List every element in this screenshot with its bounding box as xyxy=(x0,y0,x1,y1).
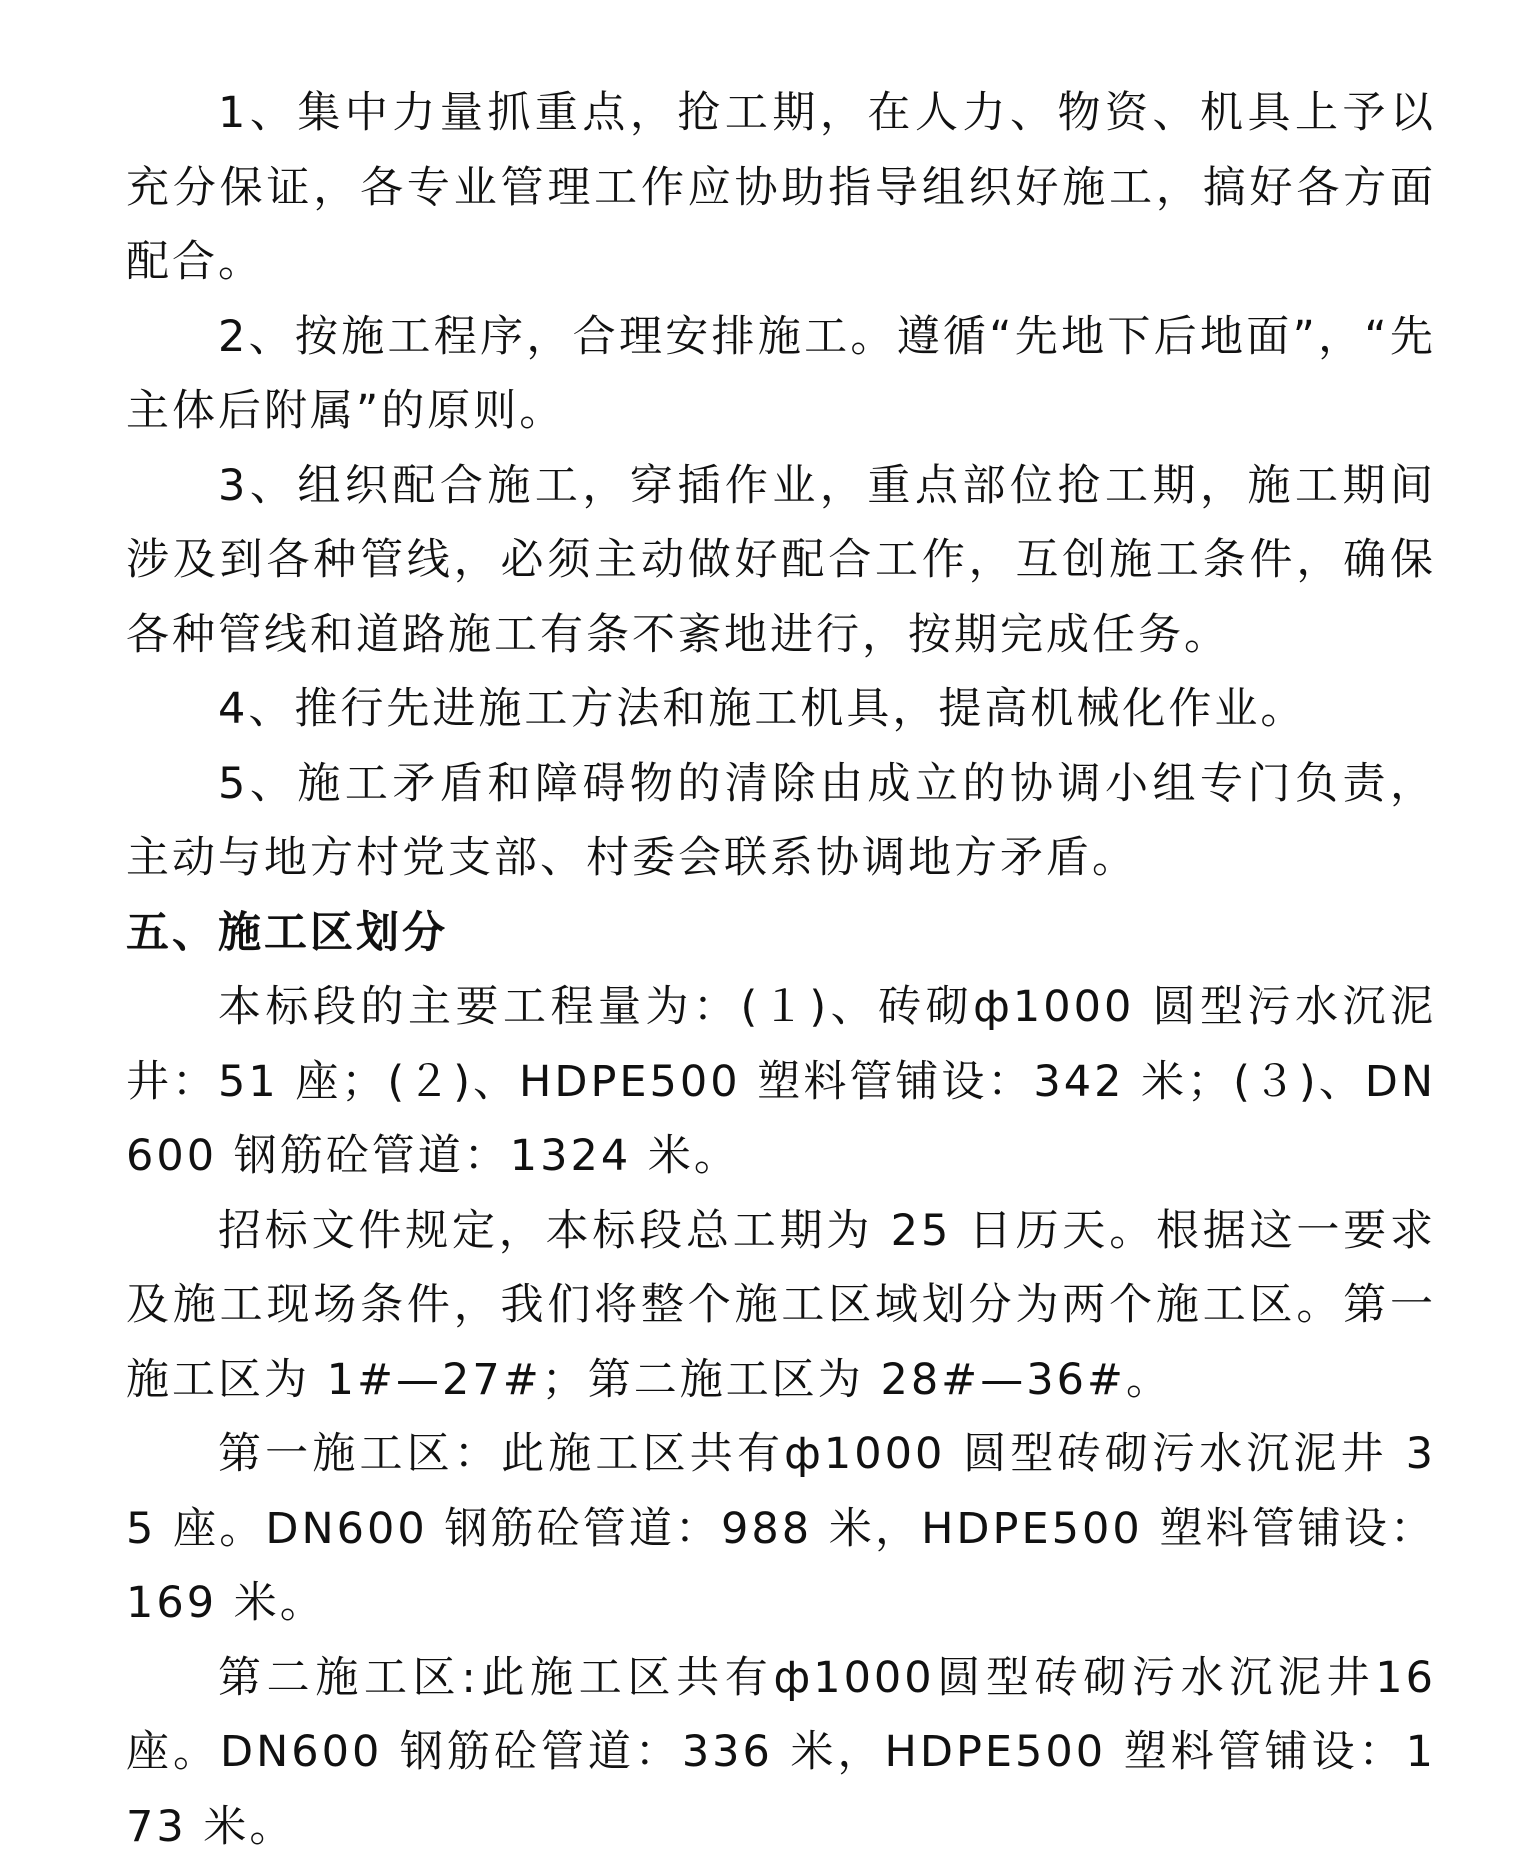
paragraph-2: 2、按施工程序，合理安排施工。遵循“先地下后地面”，“先主体后附属”的原则。 xyxy=(126,300,1436,449)
zone-2-paragraph: 第二施工区:此施工区共有ф1000圆型砖砌污水沉泥井16座。DN600 钢筋砼管道：336 米，HDPE500 塑料管铺设：173 米。 xyxy=(126,1641,1436,1864)
document-page xyxy=(126,76,1436,1864)
zone-1-paragraph: 第一施工区：此施工区共有ф1000 圆型砖砌污水沉泥井 35 座。DN600 钢筋砼管道：988 米，HDPE500 塑料管铺设：169 米。 xyxy=(126,1417,1436,1641)
quantities-paragraph: 本标段的主要工程量为：(１)、砖砌ф1000 圆型污水沉泥井：51 座；(２)、HDPE500 塑料管铺设：342 米；(３)、DN600 钢筋砼管道：1324 米。 xyxy=(126,970,1436,1194)
paragraph-5: 5、施工矛盾和障碍物的清除由成立的协调小组专门负责，主动与地方村党支部、村委会联系协调地方矛盾。 xyxy=(126,747,1436,896)
paragraph-1: 1、集中力量抓重点，抢工期，在人力、物资、机具上予以充分保证，各专业管理工作应协助指导组织好施工，搞好各方面配合。 xyxy=(126,76,1436,300)
section-heading: 五、施工区划分 xyxy=(126,896,1436,971)
paragraph-4: 4、推行先进施工方法和施工机具，提高机械化作业。 xyxy=(126,672,1436,747)
paragraph-3: 3、组织配合施工，穿插作业，重点部位抢工期，施工期间涉及到各种管线，必须主动做好配合工作，互创施工条件，确保各种管线和道路施工有条不紊地进行，按期完成任务。 xyxy=(126,449,1436,673)
schedule-paragraph: 招标文件规定，本标段总工期为 25 日历天。根据这一要求及施工现场条件，我们将整个施工区域划分为两个施工区。第一施工区为 1#—27#；第二施工区为 28#—36#。 xyxy=(126,1194,1436,1418)
